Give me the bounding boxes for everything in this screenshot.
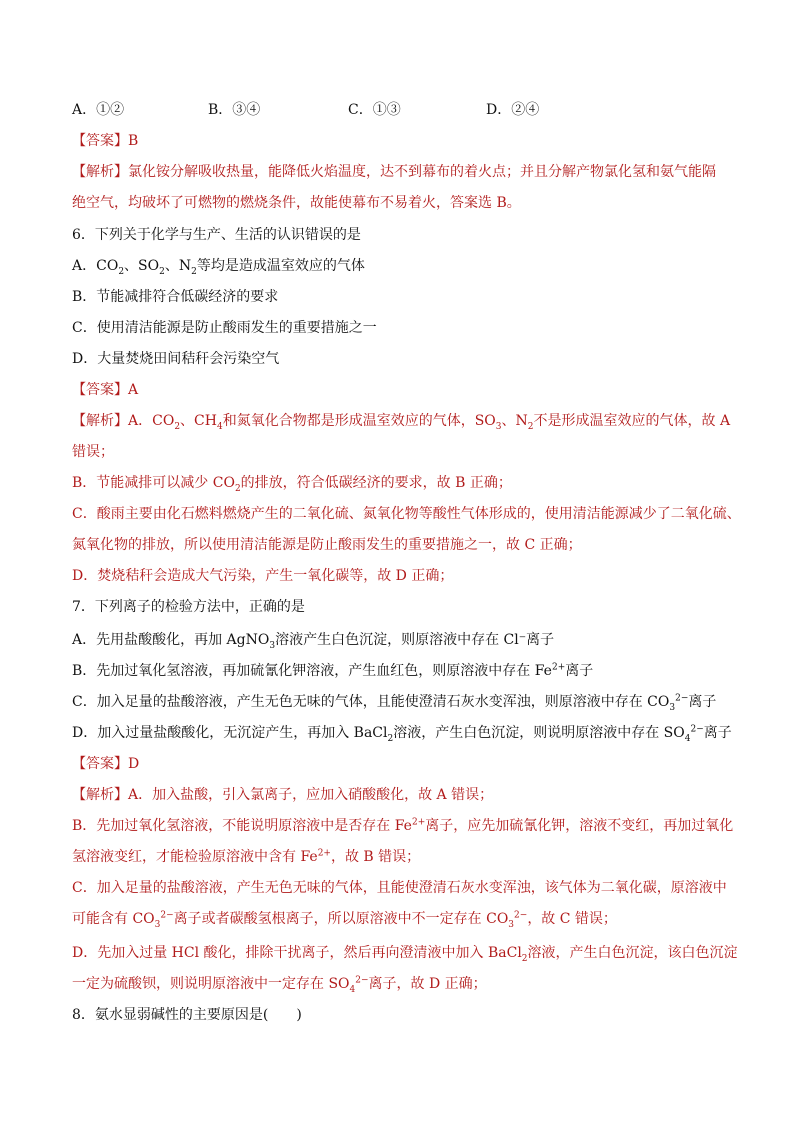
q7-analysis-line: D．先加入过量 HCl 酸化，排除干扰离子，然后再向澄清液中加入 BaCl$_2$溶液，产生白色沉淀，该白色沉淀 [72, 945, 738, 964]
q7-stem: 7．下列离子的检验方法中，正确的是 [72, 599, 305, 615]
q6-analysis-line: 错误； [72, 444, 114, 460]
q6-option-d: D．大量焚烧田间秸秆会污染空气 [72, 351, 280, 367]
q6-analysis-line: B．节能减排可以减少 $CO_2$的排放，符合低碳经济的要求，故 B 正确； [72, 475, 512, 494]
q5-option-c: C．①③ [348, 102, 401, 118]
q7-analysis-line: 氢溶液变红，才能检验原溶液中含有 $Fe^{2+}$，故 B 错误； [72, 848, 421, 865]
q7-answer: 【答案】D [72, 756, 140, 772]
q6-option-b: B．节能减排符合低碳经济的要求 [72, 289, 279, 305]
q5-analysis-line: 绝空气，均破坏了可燃物的燃烧条件，故能使幕布不易着火，答案选 B。 [72, 195, 521, 211]
q5-option-b: B．③④ [208, 102, 261, 118]
q6-stem: 6．下列关于化学与生产、生活的认识错误的是 [72, 227, 361, 243]
q7-analysis-line: 可能含有 $CO_3^{2-}$离子或者碳酸氢根离子，所以原溶液中不一定存在 $CO_3^{2-}$，故 C 错误； [72, 910, 617, 930]
q7-option-a: A．先用盐酸酸化，再加 AgNO$_3$溶液产生白色沉淀，则原溶液中存在 Cl⁻离子 [72, 632, 555, 651]
q8-stem: 8．氨水显弱碱性的主要原因是( ) [72, 1007, 302, 1023]
q7-analysis-line: 【解析】A．加入盐酸，引入氯离子，应加入硝酸酸化，故 A 错误； [72, 787, 494, 803]
q6-option-a: A．$CO_2$、$SO_2$、$N_2$等均是造成温室效应的气体 [72, 258, 365, 277]
q6-option-c: C．使用清洁能源是防止酸雨发生的重要措施之一 [72, 320, 377, 336]
q7-analysis-line: 一定为硫酸钡，则说明原溶液中一定存在 $SO_4^{2-}$离子，故 D 正确； [72, 975, 487, 995]
q6-analysis-line: 【解析】A．$CO_2$、$CH_4$和氮氧化合物都是形成温室效应的气体，$SO_3$、$N_2$不是形成温室效应的气体，故 A [72, 413, 731, 432]
q5-answer: 【答案】B [72, 133, 139, 149]
q5-option-d: D．②④ [486, 102, 540, 118]
q7-option-c: C．加入足量的盐酸溶液，产生无色无味的气体，且能使澄清石灰水变浑浊，则原溶液中存在 $CO_3^{2-}$离子 [72, 693, 717, 713]
q6-answer: 【答案】A [72, 382, 139, 398]
q6-analysis-line: C．酸雨主要由化石燃料燃烧产生的二氧化硫、氮氧化物等酸性气体形成的，使用清洁能源减少了二氧化硫、 [72, 506, 741, 522]
q6-analysis-line: 氮氧化物的排放，所以使用清洁能源是防止酸雨发生的重要措施之一，故 C 正确； [72, 537, 582, 553]
q5-analysis-line: 【解析】氯化铵分解吸收热量，能降低火焰温度，达不到幕布的着火点；并且分解产物氯化氢和氨气能隔 [72, 164, 716, 180]
q7-analysis-line: B．先加过氧化氢溶液，不能说明原溶液中是否存在 $Fe^{2+}$离子，应先加硫氰化钾，溶液不变红，再加过氧化 [72, 817, 734, 834]
q6-analysis-line: D．焚烧秸秆会造成大气污染，产生一氧化碳等，故 D 正确； [72, 568, 454, 584]
q7-analysis-line: C．加入足量的盐酸溶液，产生无色无味的气体，且能使澄清石灰水变浑浊，该气体为二氧化碳，原溶液中 [72, 880, 727, 896]
q5-option-a: A．①② [72, 102, 125, 118]
q7-option-b: B．先加过氧化氢溶液，再加硫氰化钾溶液，产生血红色，则原溶液中存在 $Fe^{2+}$离子 [72, 662, 594, 679]
q7-option-d: D．加入过量盐酸酸化，无沉淀产生，再加入 BaCl$_2$溶液，产生白色沉淀，则说明原溶液中存在 $SO_4^{2-}$离子 [72, 724, 732, 744]
